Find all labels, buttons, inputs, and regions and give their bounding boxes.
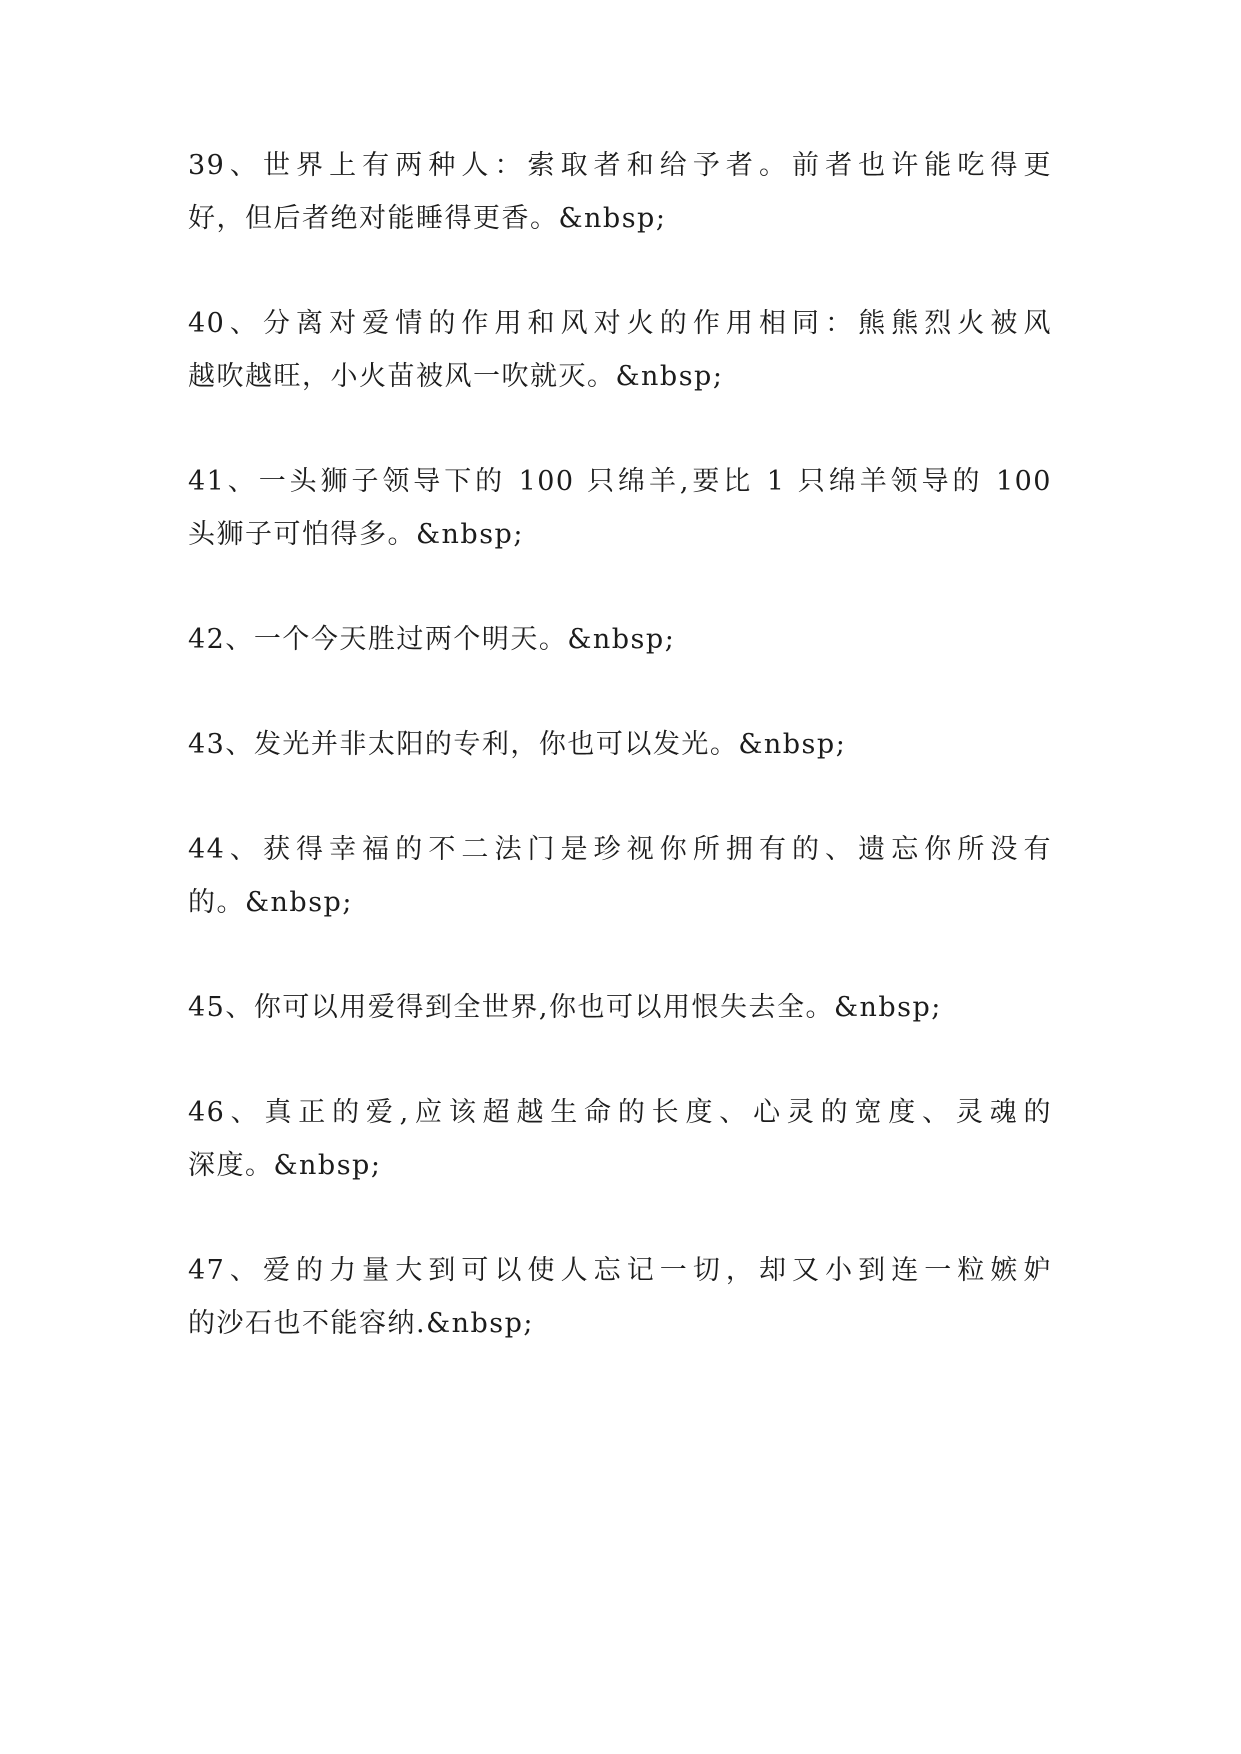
quote-39	[188, 139, 1052, 245]
paragraph-line: 46、真正的爱,应该超越生命的长度、心灵的宽度、灵魂的	[188, 1097, 1052, 1128]
document-body	[188, 139, 1052, 1402]
quote-43	[188, 718, 1052, 771]
quote-44	[188, 823, 1052, 929]
paragraph-line: 42、一个今天胜过两个明天。&nbsp;	[188, 624, 676, 655]
paragraph-line: 47、爱的力量大到可以使人忘记一切，却又小到连一粒嫉妒	[188, 1255, 1052, 1286]
quote-42	[188, 613, 1052, 666]
paragraph-line: 的沙石也不能容纳.&nbsp;	[188, 1308, 535, 1339]
quote-47	[188, 1244, 1052, 1350]
paragraph-line: 43、发光并非太阳的专利，你也可以发光。&nbsp;	[188, 729, 847, 760]
paragraph-line: 的。&nbsp;	[188, 887, 353, 918]
paragraph-line: 44、获得幸福的不二法门是珍视你所拥有的、遗忘你所没有	[188, 834, 1052, 865]
quote-46	[188, 1086, 1052, 1192]
paragraph-line: 深度。&nbsp;	[188, 1150, 382, 1181]
paragraph-line: 40、分离对爱情的作用和风对火的作用相同：熊熊烈火被风	[188, 308, 1052, 339]
paragraph-line: 45、你可以用爱得到全世界,你也可以用恨失去全。&nbsp;	[188, 992, 942, 1023]
quote-41	[188, 455, 1052, 561]
paragraph-line: 越吹越旺，小火苗被风一吹就灭。&nbsp;	[188, 361, 724, 392]
quote-40	[188, 297, 1052, 403]
paragraph-line: 39、世界上有两种人：索取者和给予者。前者也许能吃得更	[188, 150, 1052, 181]
paragraph-line: 41、一头狮子领导下的 100 只绵羊,要比 1 只绵羊领导的 100	[188, 466, 1052, 497]
paragraph-line: 好，但后者绝对能睡得更香。&nbsp;	[188, 203, 667, 234]
paragraph-line: 头狮子可怕得多。&nbsp;	[188, 519, 524, 550]
quote-45	[188, 981, 1052, 1034]
